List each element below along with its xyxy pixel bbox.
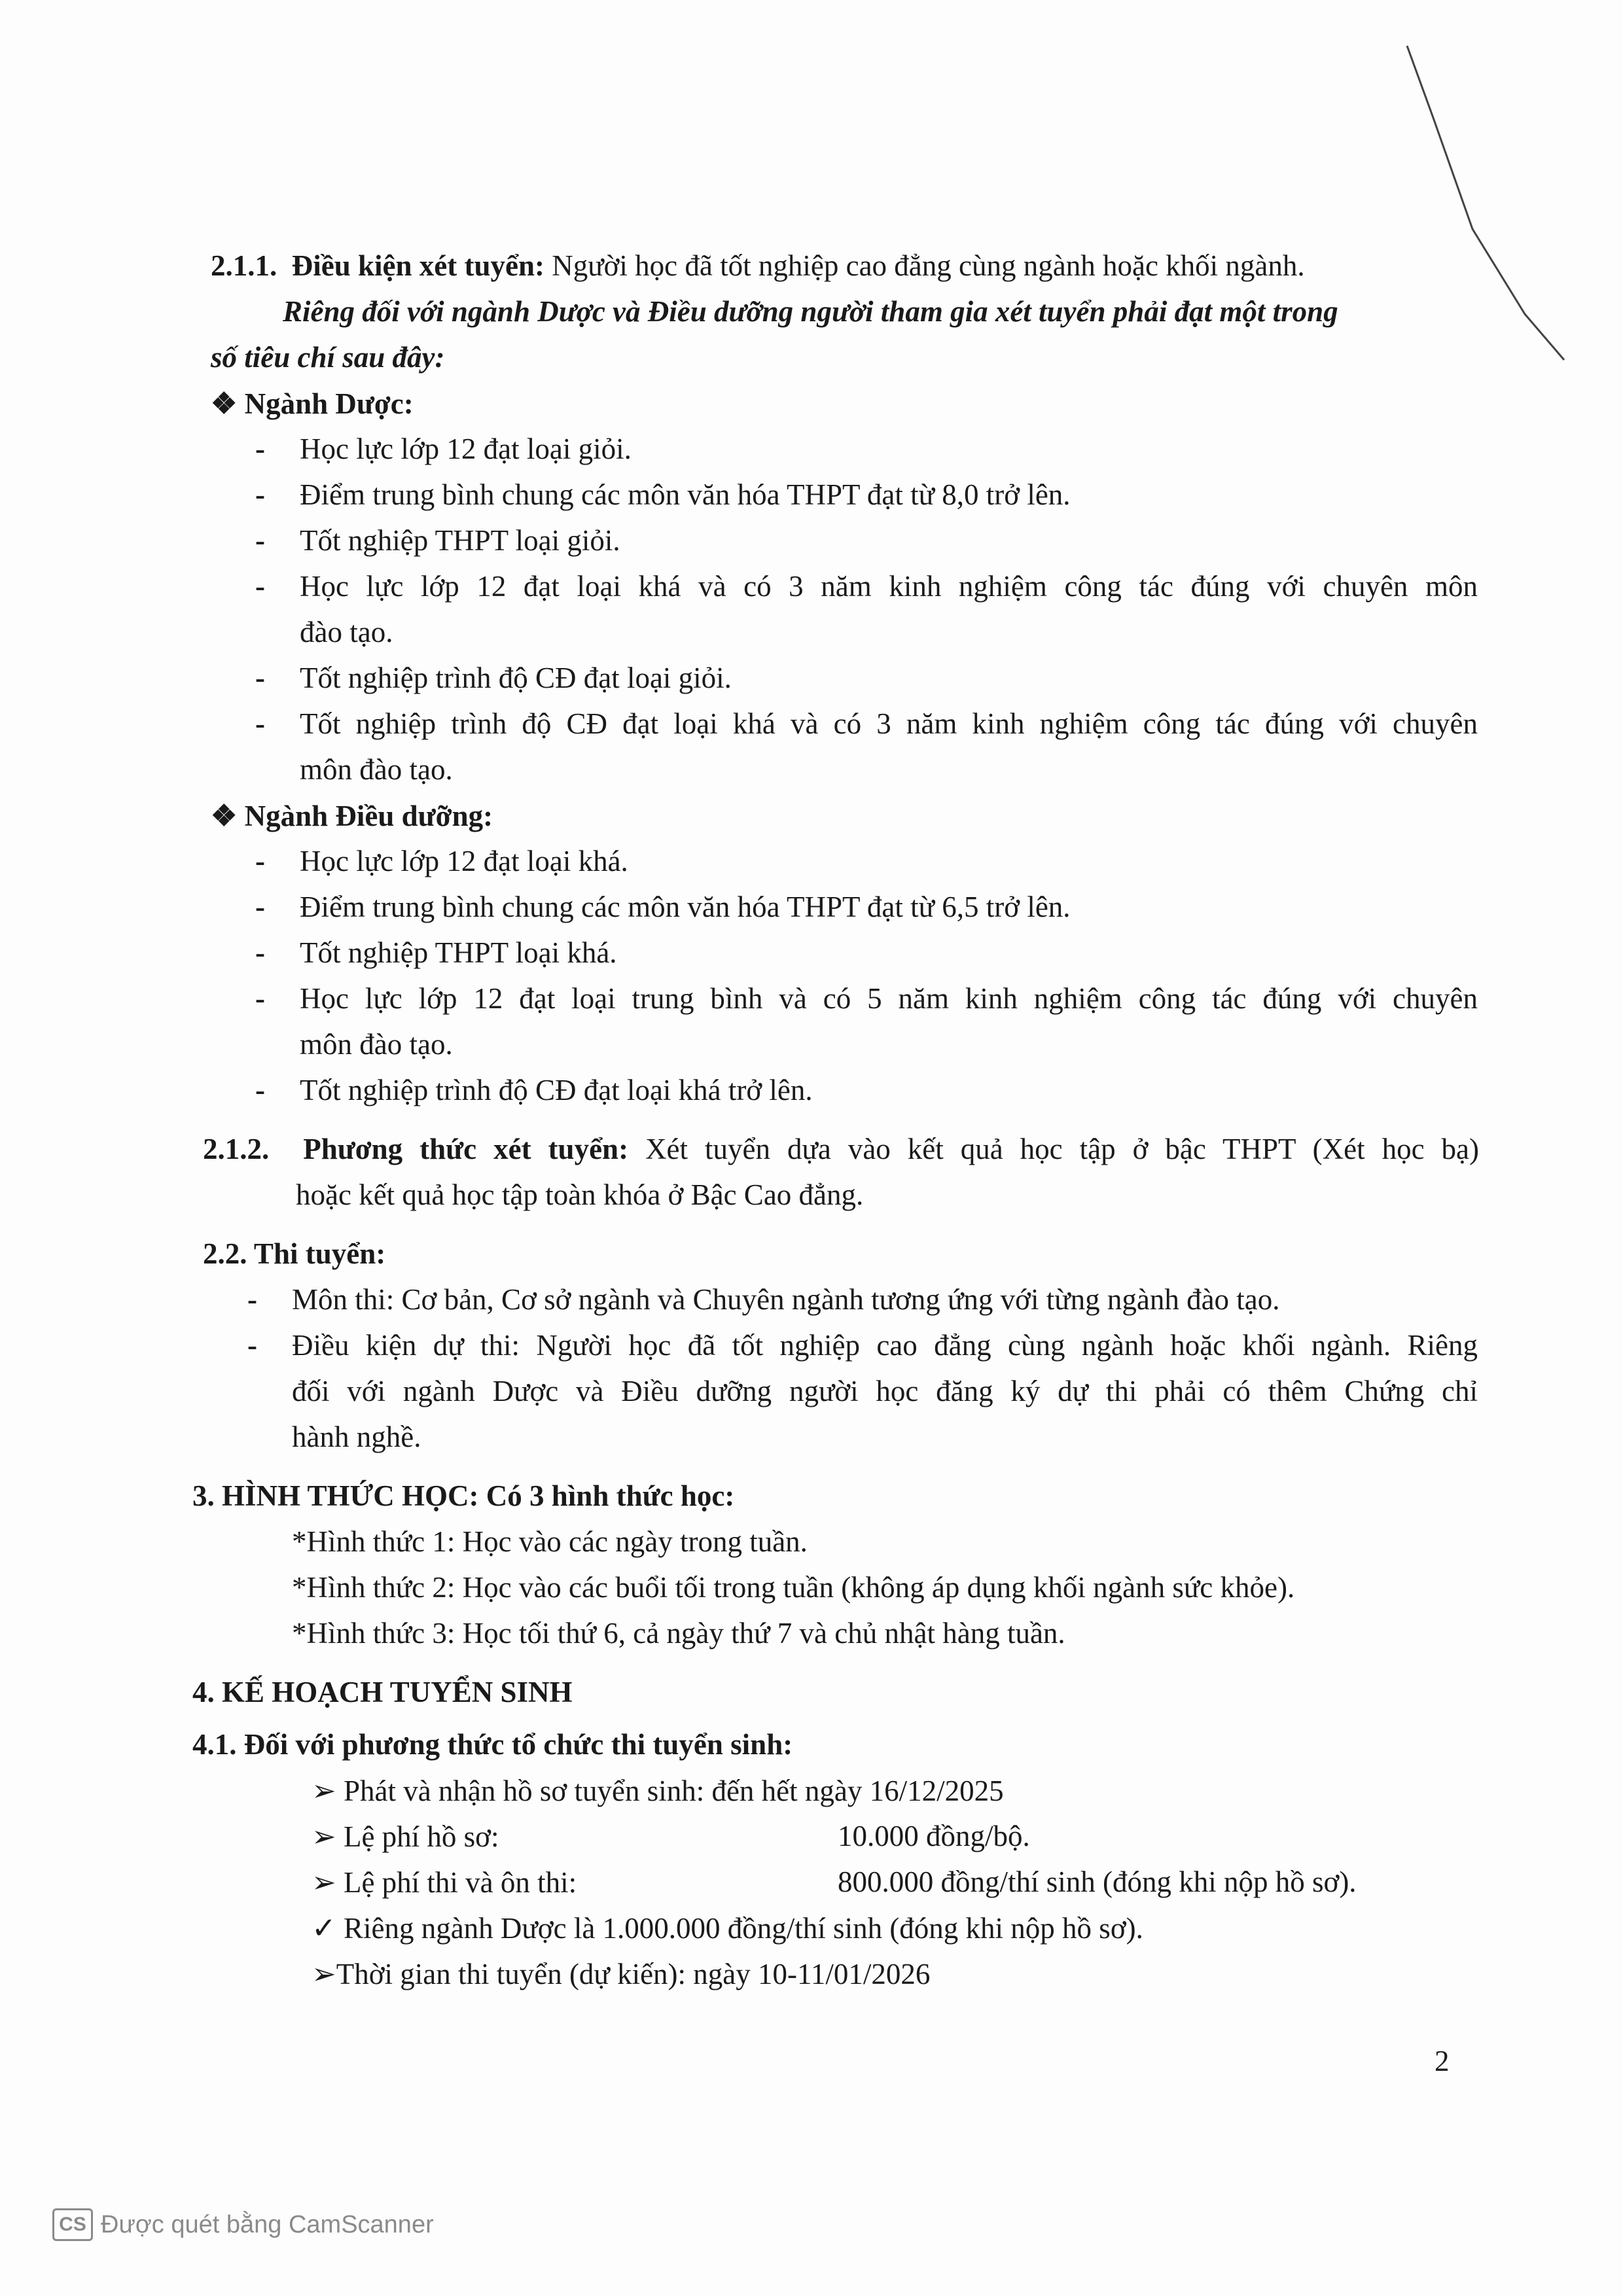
list-bullet: - bbox=[247, 1283, 257, 1316]
list-item: Tốt nghiệp trình độ CĐ đạt loại giỏi. bbox=[300, 662, 732, 694]
plan-item: ➢ Phát và nhận hồ sơ tuyển sinh: đến hết ngày 16/12/2025 bbox=[312, 1775, 1004, 1807]
list-item-continuation: môn đào tạo. bbox=[300, 1028, 453, 1061]
italic-note-line1: Riêng đối với ngành Dược và Điều dưỡng người tham gia xét tuyển phải đạt một trong bbox=[283, 295, 1338, 328]
camscanner-text: Được quét bằng CamScanner bbox=[101, 2210, 434, 2238]
list-item bbox=[292, 1374, 1478, 1408]
list-bullet: - bbox=[247, 1329, 257, 1362]
italic-note-line2: số tiêu chí sau đây: bbox=[211, 341, 445, 374]
list-item-continuation: đào tạo. bbox=[300, 616, 393, 648]
duoc-heading: ❖ Ngành Dược: bbox=[211, 387, 414, 420]
list-item: Tốt nghiệp trình độ CĐ đạt loại khá trở lên. bbox=[300, 1074, 813, 1106]
section-2-1-2-line2: hoặc kết quả học tập toàn khóa ở Bậc Cao đẳng. bbox=[296, 1178, 864, 1211]
list-item: Tốt nghiệp THPT loại khá. bbox=[300, 936, 617, 969]
list-item-line: Học lực lớp 12 đạt loại khá và có 3 năm kinh nghiệm công tác đúng với chuyên môn bbox=[300, 570, 1478, 603]
list-item-line: Tốt nghiệp trình độ CĐ đạt loại khá và có 3 năm kinh nghiệm công tác đúng với chuyên bbox=[300, 707, 1478, 740]
pen-stroke-decoration bbox=[1394, 33, 1590, 373]
list-item-line: đối với ngành Dược và Điều dưỡng người học đăng ký dự thi phải có thêm Chứng chỉ bbox=[292, 1375, 1478, 1407]
section-label: Điều kiện xét tuyển: bbox=[291, 249, 544, 282]
list-bullet: - bbox=[255, 982, 265, 1015]
section-number: 2.1.2. bbox=[203, 1133, 270, 1165]
section-2-2-heading: 2.2. Thi tuyển: bbox=[203, 1237, 386, 1270]
camscanner-footer bbox=[52, 2208, 434, 2241]
list-bullet: - bbox=[255, 662, 265, 694]
list-item-line: Điều kiện dự thi: Người học đã tốt nghiệp cao đẳng cùng ngành hoặc khối ngành. Riêng bbox=[292, 1329, 1478, 1362]
list-item bbox=[292, 1328, 1478, 1362]
list-bullet: - bbox=[255, 433, 265, 465]
list-item: Học lực lớp 12 đạt loại giỏi. bbox=[300, 433, 632, 465]
list-item bbox=[300, 981, 1478, 1016]
list-item-line: Học lực lớp 12 đạt loại trung bình và có 5 năm kinh nghiệm công tác đúng với chuyên bbox=[300, 982, 1478, 1015]
list-bullet: - bbox=[255, 1074, 265, 1106]
list-item-continuation: môn đào tạo. bbox=[300, 753, 453, 786]
dieuduong-heading: ❖ Ngành Điều dưỡng: bbox=[211, 800, 493, 832]
list-bullet: - bbox=[255, 891, 265, 923]
plan-item-label: ➢ Lệ phí thi và ôn thi: bbox=[312, 1866, 577, 1899]
list-bullet: - bbox=[255, 570, 265, 603]
list-bullet: - bbox=[255, 524, 265, 557]
section-2-1-1 bbox=[211, 249, 1305, 283]
list-item bbox=[300, 569, 1478, 603]
list-bullet: - bbox=[255, 707, 265, 740]
list-item-continuation: hành nghề. bbox=[292, 1421, 421, 1453]
list-item: Môn thi: Cơ bản, Cơ sở ngành và Chuyên ngành tương ứng với từng ngành đào tạo. bbox=[292, 1283, 1280, 1316]
list-bullet: - bbox=[255, 936, 265, 969]
plan-item-value: 800.000 đồng/thí sinh (đóng khi nộp hồ sơ). bbox=[838, 1865, 1357, 1898]
camscanner-logo-icon: CS bbox=[52, 2208, 93, 2241]
format-item: *Hình thức 2: Học vào các buổi tối trong tuần (không áp dụng khối ngành sức khỏe). bbox=[292, 1571, 1295, 1604]
list-item bbox=[300, 707, 1478, 741]
format-item: *Hình thức 1: Học vào các ngày trong tuần. bbox=[292, 1525, 808, 1558]
list-item: Học lực lớp 12 đạt loại khá. bbox=[300, 845, 628, 877]
list-bullet: - bbox=[255, 478, 265, 511]
section-label: Phương thức xét tuyển: bbox=[303, 1133, 629, 1165]
section-text: Xét tuyển dựa vào kết quả học tập ở bậc THPT (Xét học bạ) bbox=[645, 1133, 1479, 1165]
list-item: Điểm trung bình chung các môn văn hóa THPT đạt từ 6,5 trở lên. bbox=[300, 891, 1071, 923]
plan-item: ➢Thời gian thi tuyển (dự kiến): ngày 10-11/01/2026 bbox=[312, 1958, 931, 1990]
list-bullet: - bbox=[255, 845, 265, 877]
plan-item-value: 10.000 đồng/bộ. bbox=[838, 1820, 1030, 1852]
section-2-1-2-line bbox=[203, 1132, 1479, 1166]
section-2-1-2 bbox=[203, 1132, 1479, 1166]
page-number: 2 bbox=[1435, 2045, 1450, 2077]
section-3-heading: 3. HÌNH THỨC HỌC: Có 3 hình thức học: bbox=[192, 1479, 735, 1512]
plan-item-label: ➢ Lệ phí hồ sơ: bbox=[312, 1820, 499, 1853]
section-4-heading: 4. KẾ HOẠCH TUYỂN SINH bbox=[192, 1676, 573, 1708]
list-item: Tốt nghiệp THPT loại giỏi. bbox=[300, 524, 620, 557]
format-item: *Hình thức 3: Học tối thứ 6, cả ngày thứ 7 và chủ nhật hàng tuần. bbox=[292, 1617, 1065, 1650]
plan-item: ✓ Riêng ngành Dược là 1.000.000 đồng/thí sinh (đóng khi nộp hồ sơ). bbox=[312, 1912, 1143, 1945]
section-number: 2.1.1. bbox=[211, 249, 277, 282]
section-4-1-heading: 4.1. Đối với phương thức tổ chức thi tuyển sinh: bbox=[192, 1728, 793, 1761]
section-text: Người học đã tốt nghiệp cao đẳng cùng ngành hoặc khối ngành. bbox=[552, 249, 1305, 282]
list-item: Điểm trung bình chung các môn văn hóa THPT đạt từ 8,0 trở lên. bbox=[300, 478, 1071, 511]
